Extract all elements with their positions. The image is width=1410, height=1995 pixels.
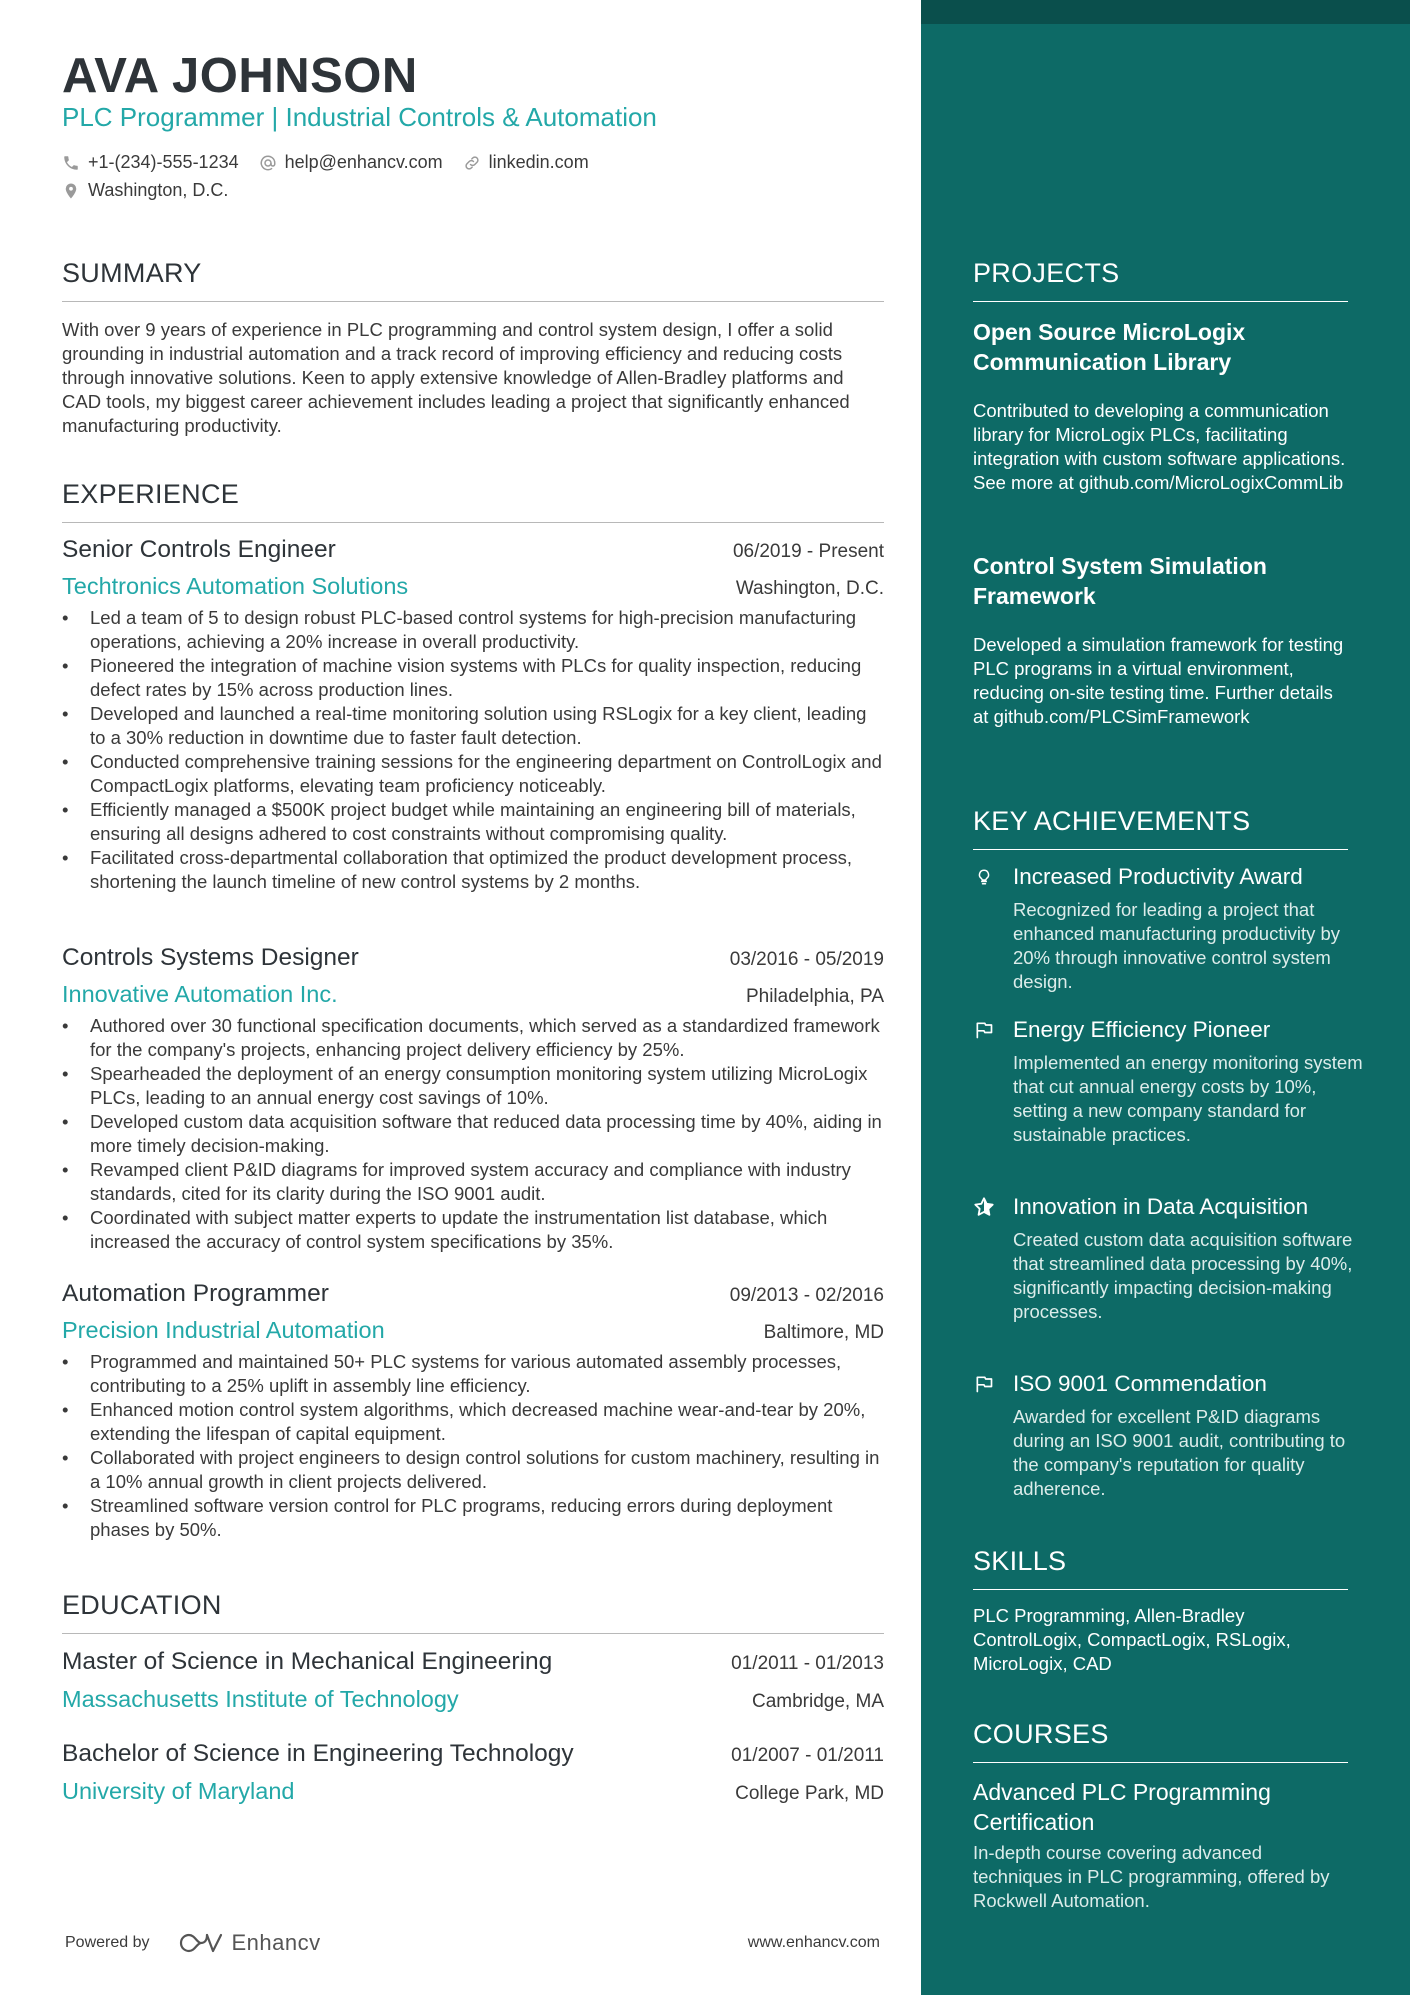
project-title: Open Source MicroLogix Communication Library: [973, 319, 1246, 375]
education-entry: [62, 1740, 884, 1805]
job-company: Precision Industrial Automation: [62, 1317, 385, 1343]
job-bullet: • Pioneered the integration of machine vision systems with PLCs for quality inspection, reducing defect rates by 15% across production lines.: [62, 654, 884, 702]
course-description: In-depth course covering advanced techniques in PLC programming, offered by Rockwell Automation.: [973, 1842, 1330, 1911]
achievement-description: Recognized for leading a project that enhanced manufacturing productivity by 20% through innovative control system design.: [1013, 899, 1341, 992]
job-location: Baltimore, MD: [763, 1322, 884, 1343]
job-bullet: • Authored over 30 functional specification documents, which served as a standardized framework for the company's projects, enhancing project delivery efficiency by 25%.: [62, 1014, 884, 1062]
job-entry: [62, 944, 884, 1254]
job-bullet: • Efficiently managed a $500K project budget while maintaining an engineering bill of materials, ensuring all designs adhered to cost constraints without compromising quality.: [62, 798, 884, 846]
course-entry: [973, 1777, 1348, 1913]
school-location: College Park, MD: [735, 1783, 884, 1804]
job-bullet: • Facilitated cross-departmental collaboration that optimized the product development process, shortening the launch timeline of new control systems by 2 months.: [62, 846, 884, 894]
achievement-title: Increased Productivity Award: [1013, 864, 1303, 889]
contact-row: [62, 152, 609, 173]
footer-brand: [65, 1930, 321, 1956]
job-title: Senior Controls Engineer: [62, 536, 336, 563]
candidate-headline: PLC Programmer | Industrial Controls & Automation: [62, 102, 657, 132]
job-bullets: [62, 1350, 884, 1542]
flag-icon: [973, 1373, 995, 1395]
job-bullet: • Coordinated with subject matter experts to update the instrumentation list database, which increased the accuracy of control system specifications by 35%.: [62, 1206, 884, 1254]
job-bullet: • Developed custom data acquisition software that reduced data processing time by 40%, aiding in more timely decision-making.: [62, 1110, 884, 1158]
job-location: Philadelphia, PA: [745, 986, 884, 1007]
lightbulb-icon: [973, 866, 995, 888]
email-text[interactable]: help@enhancv.com: [284, 152, 443, 172]
achievement-description: Implemented an energy monitoring system that cut annual energy costs by 10%, setting a new company standard for sustainable practices.: [1013, 1052, 1363, 1145]
footer: [65, 1930, 880, 1956]
job-company: Innovative Automation Inc.: [62, 981, 338, 1007]
job-dates: 09/2013 - 02/2016: [729, 1285, 884, 1306]
achievement-title: Innovation in Data Acquisition: [1013, 1194, 1309, 1219]
phone-icon: [62, 154, 80, 172]
degree: Master of Science in Mechanical Engineering: [62, 1648, 553, 1675]
education-dates: 01/2011 - 01/2013: [731, 1653, 884, 1674]
job-company: Techtronics Automation Solutions: [62, 573, 409, 599]
project-title: Control System Simulation Framework: [973, 553, 1267, 609]
sidebar-top-bar: [921, 0, 1410, 24]
contact-phone: [62, 152, 239, 173]
school: University of Maryland: [62, 1778, 295, 1804]
education-dates: 01/2007 - 01/2011: [731, 1745, 884, 1766]
education-title: EDUCATION: [62, 1590, 884, 1634]
job-dates: 03/2016 - 05/2019: [729, 949, 884, 970]
job-bullet: • Developed and launched a real-time monitoring solution using RSLogix for a key client, leading to a 30% reduction in downtime due to faster fault detection.: [62, 702, 884, 750]
job-bullets: [62, 1014, 884, 1254]
footer-url[interactable]: www.enhancv.com: [747, 1934, 880, 1951]
job-dates: 06/2019 - Present: [732, 541, 884, 562]
job-bullet: • Spearheaded the deployment of an energy consumption monitoring system utilizing MicroLogix PLCs, leading to an annual energy cost savings of 10%.: [62, 1062, 884, 1110]
achievement-entry: [973, 1194, 1363, 1324]
flag-icon: [973, 1019, 995, 1041]
school: Massachusetts Institute of Technology: [62, 1686, 459, 1712]
skills-title: SKILLS: [973, 1546, 1348, 1590]
job-bullet: • Programmed and maintained 50+ PLC systems for various automated assembly processes, contributing to a 25% uplift in assembly line efficiency.: [62, 1350, 884, 1398]
job-bullets: [62, 606, 884, 894]
job-entry: [62, 1280, 884, 1542]
job-location: Washington, D.C.: [735, 578, 884, 599]
achievements-title: KEY ACHIEVEMENTS: [973, 806, 1348, 850]
linkedin-text[interactable]: linkedin.com: [488, 152, 589, 172]
summary-title: SUMMARY: [62, 258, 884, 302]
school-location: Cambridge, MA: [752, 1691, 884, 1712]
location-pin-icon: [62, 181, 80, 201]
contact-row-location: [62, 180, 248, 201]
enhancv-logo-icon: [178, 1931, 224, 1955]
degree: Bachelor of Science in Engineering Technology: [62, 1740, 574, 1767]
job-bullet: • Collaborated with project engineers to design control solutions for custom machinery, resulting in a 10% annual growth in client projects delivered.: [62, 1446, 884, 1494]
sidebar: [921, 0, 1410, 1995]
achievement-entry: [973, 1017, 1363, 1147]
achievement-entry: [973, 864, 1363, 994]
achievement-description: Created custom data acquisition software that streamlined data processing by 40%, significantly impacting decision-making processes.: [1013, 1229, 1353, 1322]
job-entry: [62, 536, 884, 894]
link-icon: [463, 154, 481, 172]
course-title: Advanced PLC Programming Certification: [973, 1779, 1271, 1835]
at-icon: [259, 154, 277, 172]
project-entry: [973, 317, 1348, 495]
powered-by-text: Powered by: [65, 1934, 150, 1951]
education-entry: [62, 1648, 884, 1713]
candidate-name: AVA JOHNSON: [62, 49, 418, 103]
summary-text: With over 9 years of experience in PLC programming and control system design, I offer a solid grounding in industrial automation and a track record of improving efficiency and reducing costs through innovative solutions. Keen to apply extensive knowledge of Allen-Bradley platforms and CAD tools, my biggest career achievement includes leading a project that significantly enhanced manufacturing productivity.: [62, 319, 850, 436]
experience-title: EXPERIENCE: [62, 479, 884, 523]
location-text: Washington, D.C.: [88, 180, 229, 200]
contact-location: [62, 180, 228, 201]
job-bullet: • Led a team of 5 to design robust PLC-based control systems for high-precision manufacturing operations, achieving a 20% increase in overall productivity.: [62, 606, 884, 654]
job-bullet: • Conducted comprehensive training sessions for the engineering department on ControlLogix and CompactLogix platforms, elevating team proficiency noticeably.: [62, 750, 884, 798]
job-title: Automation Programmer: [62, 1280, 329, 1307]
project-description: Contributed to developing a communication library for MicroLogix PLCs, facilitating integration with custom software applications. See more at github.com/MicroLogixCommLib: [973, 400, 1346, 493]
achievement-description: Awarded for excellent P&ID diagrams during an ISO 9001 audit, contributing to the company's reputation for quality adherence.: [1013, 1406, 1346, 1499]
contact-email[interactable]: [259, 152, 443, 173]
job-bullet: • Revamped client P&ID diagrams for improved system accuracy and compliance with industry standards, cited for its clarity during the ISO 9001 audit.: [62, 1158, 884, 1206]
achievement-title: ISO 9001 Commendation: [1013, 1371, 1267, 1396]
brand-text: Enhancv: [231, 1930, 321, 1955]
achievement-title: Energy Efficiency Pioneer: [1013, 1017, 1271, 1042]
main-column: [62, 0, 884, 1995]
star-icon: [973, 1196, 995, 1218]
project-description: Developed a simulation framework for testing PLC programs in a virtual environment, reducing on-site testing time. Further details at github.com/PLCSimFramework: [973, 634, 1344, 727]
project-entry: [973, 551, 1348, 729]
skills-text: PLC Programming, Allen-Bradley ControlLogix, CompactLogix, RSLogix, MicroLogix, CAD: [973, 1605, 1291, 1674]
phone-text: +1-(234)-555-1234: [88, 152, 239, 172]
job-bullet: • Streamlined software version control for PLC programs, reducing errors during deployment phases by 50%.: [62, 1494, 884, 1542]
job-bullet: • Enhanced motion control system algorithms, which decreased machine wear-and-tear by 20%, extending the lifespan of capital equipment.: [62, 1398, 884, 1446]
achievement-entry: [973, 1371, 1363, 1501]
projects-title: PROJECTS: [973, 258, 1348, 302]
job-title: Controls Systems Designer: [62, 944, 359, 971]
courses-title: COURSES: [973, 1719, 1348, 1763]
contact-linkedin[interactable]: [463, 152, 589, 173]
